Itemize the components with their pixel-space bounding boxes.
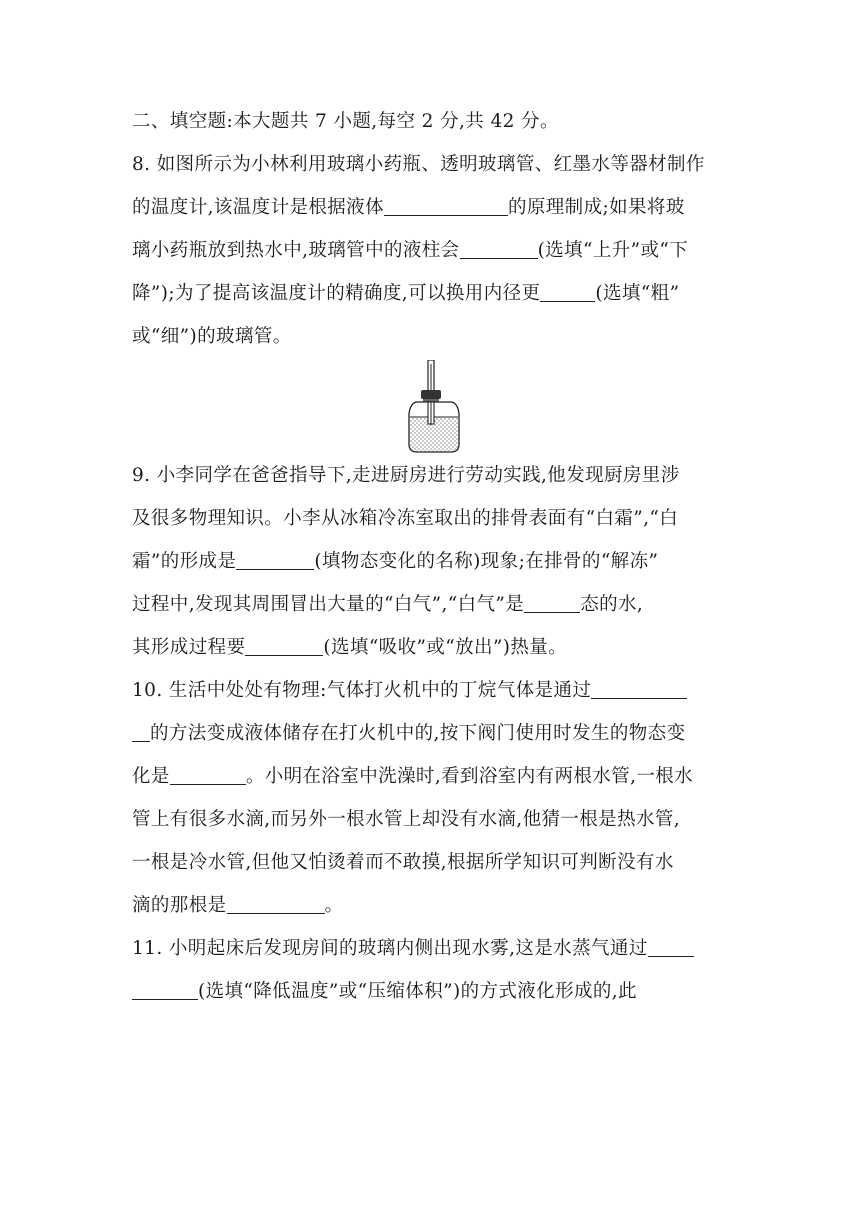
q8-line-2: 的温度计,该温度计是根据液体 的原理制成;如果将玻 [132,197,685,218]
q9-line-3: 霜”的形成是 (填物态变化的名称)现象;在排骨的“解冻” [132,551,659,572]
answer-blank[interactable] [227,894,325,914]
q9-line-4: 过程中,发现其周围冒出大量的“白气”,“白气”是 态的水, [132,594,644,615]
answer-blank[interactable] [524,593,580,613]
answer-blank[interactable] [540,282,595,302]
answer-blank[interactable] [170,765,246,785]
q9-line-5: 其形成过程要 (选填“吸收”或“放出”)热量。 [132,637,568,658]
answer-blank-continued[interactable] [132,722,150,742]
q10-line-5: 一根是冷水管,但他又怕烫着而不敢摸,根据所学知识可判断没有水 [132,852,674,873]
bottle-thermometer-icon [406,360,462,454]
q8-line-3: 璃小药瓶放到热水中,玻璃管中的液柱会 (选填“上升”或“下 [132,240,689,261]
q10-line-4: 管上有很多水滴,而另外一根水管上却没有水滴,他猜一根是热水管, [132,809,681,830]
q10-line-3: 化是 。小明在浴室中洗澡时,看到浴室内有两根水管,一根水 [132,766,694,787]
q10-line-6: 滴的那根是 。 [132,895,344,916]
section-heading: 二、填空题:本大题共 7 小题,每空 2 分,共 42 分。 [132,111,559,132]
q8-line-5: 或“细”)的玻璃管。 [132,326,292,347]
q10-line-1: 10. 生活中处处有物理:气体打火机中的丁烷气体是通过 [132,669,732,712]
answer-blank[interactable] [460,239,538,259]
answer-blank[interactable] [245,636,323,656]
q8-line-4: 降”);为了提高该温度计的精确度,可以换用内径更 (选填“粗” [132,283,680,304]
answer-blank[interactable] [648,937,694,957]
q8-line-1: 8. 如图所示为小林利用玻璃小药瓶、透明玻璃管、红墨水等器材制作 [132,154,705,175]
q10-line-2: 的方法变成液体储存在打火机中的,按下阀门使用时发生的物态变 [132,712,732,755]
worksheet-page [132,100,732,1013]
answer-blank[interactable] [591,679,687,699]
answer-blank[interactable] [236,550,314,570]
answer-blank-continued[interactable] [132,980,198,1000]
q11-line-2: (选填“降低温度”或“压缩体积”)的方式液化形成的,此 [132,970,732,1013]
answer-blank[interactable] [384,196,508,216]
q9-line-2: 及很多物理知识。小李从冰箱冷冻室取出的排骨表面有“白霜”,“白 [132,508,679,529]
q9-line-1: 9. 小李同学在爸爸指导下,走进厨房进行劳动实践,他发现厨房里涉 [132,465,680,486]
q11-line-1: 11. 小明起床后发现房间的玻璃内侧出现水雾,这是水蒸气通过 [132,927,732,970]
thermometer-figure [132,358,732,454]
